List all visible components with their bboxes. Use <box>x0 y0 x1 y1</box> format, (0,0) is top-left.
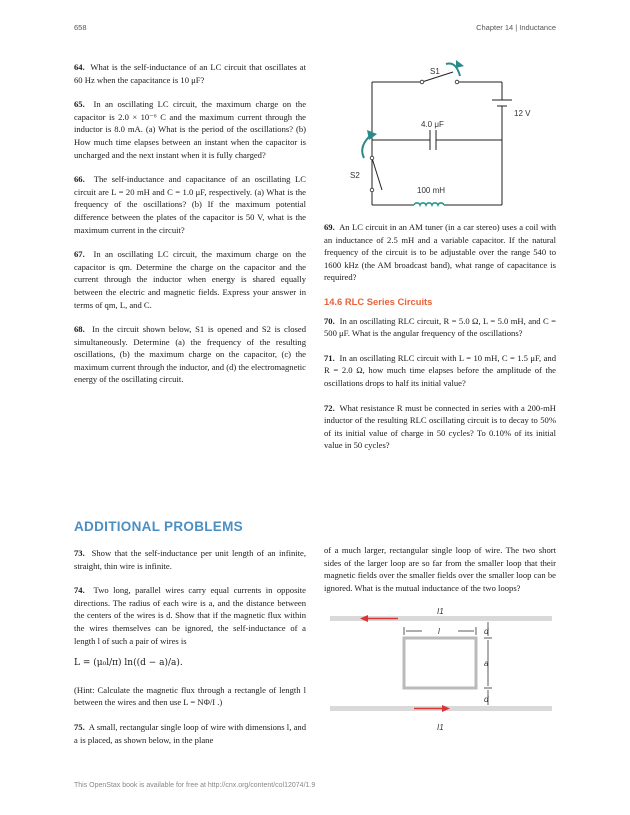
problem-75-continued: of a much larger, rectangular single loop of wire. The two short sides of the larger loop are so far from the smaller loop that their magnetic fields over the smaller fields over the smaller loop can be ignored. What is the mutual inductance of the two loops? <box>324 545 556 593</box>
inductor-label: 100 mH <box>417 186 446 195</box>
inductor-coil-icon <box>414 203 444 205</box>
footer-note: This OpenStax book is available for free at http://cnx.org/content/col12074/1.9 <box>74 782 316 789</box>
problem-66 <box>74 173 306 236</box>
problem-text: Two long, parallel wires carry equal currents in opposite directions. The radius of each wire is a, and the distance between the centers of the wires is d. Show that if the magnetic flux within the wires themselves can be ignored, the self-inductance of a length l of such a pair of wires is <box>74 585 306 646</box>
problem-number: 73. <box>74 548 85 558</box>
problem-text: In an oscillating LC circuit, the maximum charge on the capacitor is 2.0 × 10⁻⁶ C and the maximum current through the inductor is 8.0 mA. (a) What is the period of the oscillations? (b) How much time elapses between an instant when the capacitor is uncharged and the next instant when it is fully charged? <box>74 99 307 160</box>
problem-72 <box>324 402 556 452</box>
length-label: l <box>438 627 440 636</box>
additional-right-column <box>324 544 556 606</box>
chapter-header: Chapter 14 | Inductance <box>476 23 556 32</box>
switch-s2-label: S2 <box>350 171 360 180</box>
small-loop <box>404 638 476 688</box>
problem-text: In an oscillating RLC circuit with L = 10 mH, C = 1.5 μF, and R = 2.0 Ω, how much time elapses before the amplitude of the oscillations drops to half its initial value? <box>324 352 556 388</box>
problem-number: 70. <box>324 315 335 326</box>
problem-text: What is the self-inductance of an LC circuit that oscillates at 60 Hz when the capacitance is 10 μF? <box>74 62 306 85</box>
current-label-top: I1 <box>437 607 444 616</box>
problem-67 <box>74 248 306 311</box>
battery-label: 12 V <box>514 109 531 118</box>
problem-text: What resistance R must be connected in series with a 200-mH inductor of the resulting RLC oscillating circuit is to decay to 50% of its initial value of charge in 50 cycles? To 0.10% of its initial value in 50 cycles? <box>324 402 556 451</box>
problem-69 <box>324 221 556 284</box>
problem-number: 66. <box>74 174 85 185</box>
problem-text: In the circuit shown below, S1 is opened and S2 is closed simultaneously. Determine (a) the frequency of the resulting oscillations, (b) the maximum charge on the capacitor, (c) the maximum current through the inductor, and (d) the electromagnetic energy of the oscillating circuit. <box>74 324 306 385</box>
capacitor-label: 4.0 μF <box>421 120 444 129</box>
left-column-problems <box>74 61 306 398</box>
switch-s1-label: S1 <box>430 67 440 76</box>
width-label: a <box>484 659 489 668</box>
problem-number: 75. <box>74 721 85 732</box>
problem-65 <box>74 98 306 161</box>
problem-number: 69. <box>324 222 335 232</box>
problem-number: 64. <box>74 62 85 72</box>
problem-text: Show that the self-inductance per unit length of an infinite, straight, thin wire is infinite. <box>74 548 306 571</box>
problem-68 <box>74 323 306 386</box>
inductance-equation: L = (μ₀l/π) ln((d − a)/a). <box>74 658 183 669</box>
problem-64 <box>74 61 306 86</box>
problem-70 <box>324 315 556 340</box>
problem-number: 74. <box>74 585 85 596</box>
problem-74 <box>74 584 306 647</box>
lc-circuit-figure <box>322 50 554 220</box>
distance-label-top: d <box>484 627 489 636</box>
problem-75 <box>74 721 306 746</box>
problem-text: An LC circuit in an AM tuner (in a car stereo) uses a coil with an inductance of 2.5 mH and a variable capacitor. If the natural frequency of the circuit is to be adjustable over the range 540 to 1600 kHz (the AM broadcast band), what range of capacitance is required? <box>324 222 556 283</box>
problem-number: 71. <box>324 352 335 363</box>
problem-number: 65. <box>74 99 85 110</box>
additional-left-column <box>74 547 306 758</box>
problem-number: 67. <box>74 249 85 260</box>
problem-text: A small, rectangular single loop of wire with dimensions l, and a is placed, as shown below, in the plane <box>74 721 306 745</box>
problem-71 <box>324 352 556 390</box>
problem-text: In an oscillating RLC circuit, R = 5.0 Ω, L = 5.0 mH, and C = 500 μF. What is the angular frequency of the oscillations? <box>324 315 557 339</box>
problem-text: The self-inductance and capacitance of an oscillating LC circuit are L = 20 mH and C = 1.0 μF, respectively. (a) What is the frequency of the oscillations? (b) If the maximum potential difference between the plates of the capacitor is 50 V, what is the maximum current in the circuit? <box>74 174 306 235</box>
section-heading: 14.6 RLC Series Circuits <box>324 295 433 307</box>
problem-text: In an oscillating LC circuit, the maximum charge on the capacitor is qm. Determine the charge on the capacitor and the current through the inductor when energy is shared equally between the electric and magnetic fields. Express your answer in terms of qm, L, and C. <box>74 249 307 310</box>
problem-73 <box>74 547 306 572</box>
right-column-problems <box>324 221 556 464</box>
problem-74-hint: (Hint: Calculate the magnetic flux through a rectangle of length l between the wires and then use L = NΦ/I .) <box>74 684 306 708</box>
distance-label-bottom: d <box>484 695 489 704</box>
additional-problems-heading: ADDITIONAL PROBLEMS <box>74 519 243 534</box>
switch-s1-arrowhead-icon <box>456 60 464 68</box>
mutual-inductance-figure <box>324 602 556 737</box>
current-label-bottom: I1 <box>437 723 444 732</box>
problem-number: 68. <box>74 324 85 335</box>
problem-number: 72. <box>324 402 335 413</box>
page-number: 658 <box>74 23 87 32</box>
